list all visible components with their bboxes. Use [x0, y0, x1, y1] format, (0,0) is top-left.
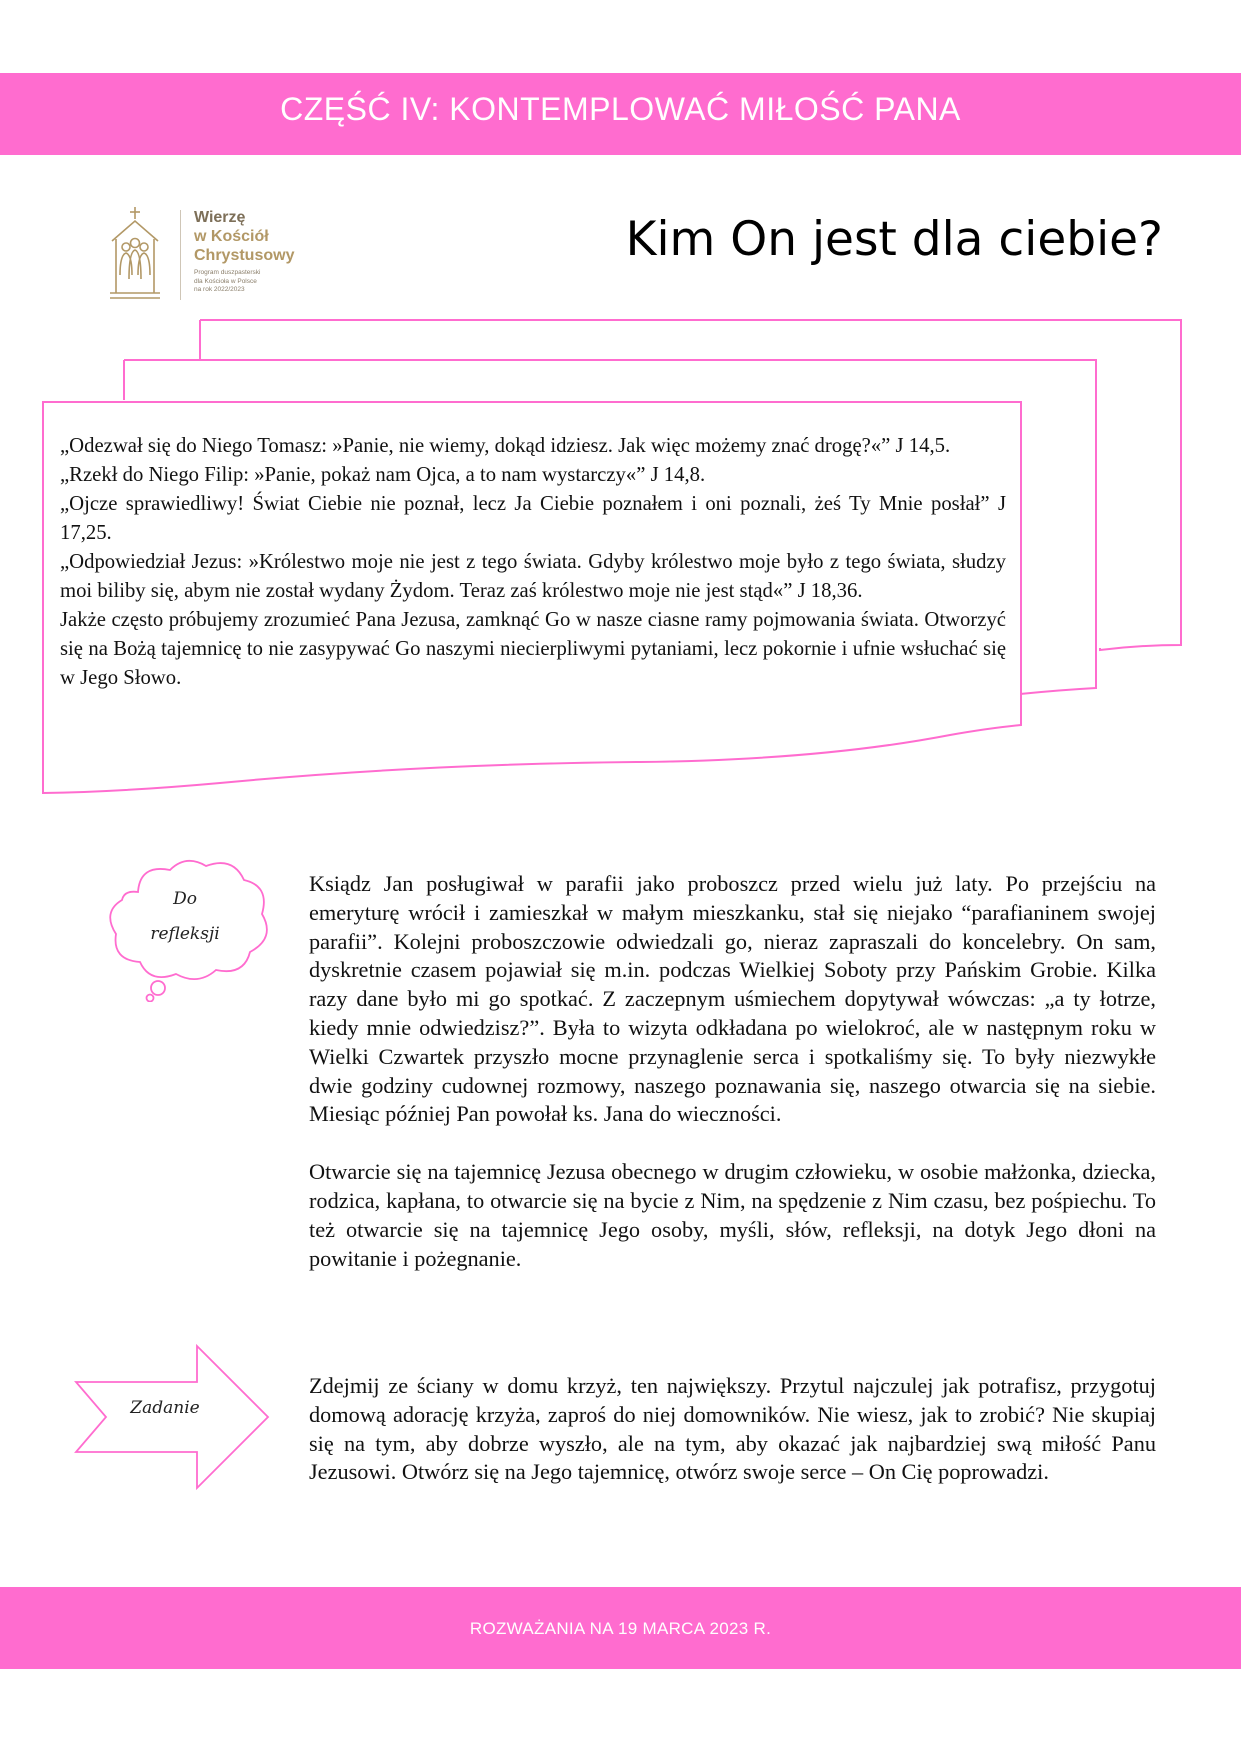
quote-paragraph: „Rzekł do Niego Filip: »Panie, pokaż nam Ojca, a to nam wystarczy«” J 14,8. — [60, 464, 706, 486]
task-label: Zadanie — [130, 1398, 200, 1418]
scripture-quote-block — [60, 432, 1006, 693]
reflection-text — [309, 870, 1156, 1302]
reflection-label-line-1: Do — [173, 889, 197, 909]
reflection-label — [130, 882, 240, 952]
quote-paragraph: „Ojcze sprawiedliwy! Świat Ciebie nie poznał, lecz Ja Ciebie poznałem i oni poznali, żeś Ty Mnie posłał” J 17,25. — [60, 493, 1006, 544]
section-title: CZĘŚĆ IV: KONTEMPLOWAĆ MIŁOŚĆ PANA — [280, 91, 961, 127]
footer-band — [0, 1587, 1241, 1669]
reflection-paragraph: Otwarcie się na tajemnicę Jezusa obecnego w drugim człowieku, w osobie małżonka, dziecka, rodzica, kapłana, to otwarcie się na bycie z Nim, na spędzenie z Nim czasu, bez pośpiechu. To też otwarcie się na tajemnicę Jego osoby, myśli, słów, refleksji, na dotyk Jego dłoni na powitanie i pożegnanie. — [309, 1159, 1156, 1271]
quote-paragraph: „Odezwał się do Niego Tomasz: »Panie, nie wiemy, dokąd idziesz. Jak więc możemy znać drogę?«” J 14,5. — [60, 435, 951, 457]
reflection-paragraph: Ksiądz Jan posługiwał w parafii jako proboszcz przed wielu już laty. Po przejściu na emeryturę wrócił i zamieszkał w małym mieszkanku, stał się niejako “parafianinem swojej parafii”. Kolejni proboszczowie odwiedzali go, nieraz zapraszali do koncelebry. On sam, dyskretnie czasem pojawiał się m.in. podczas Wielkiej Soboty przy Pańskim Grobie. Kilka razy dane było mi go spotkać. Z zaczepnym uśmiechem dopytywał wówczas: „a ty łotrze, kiedy mnie odwiedzisz?”. Była to wizyta odkładana po wielokroć, ale w następnym roku w Wielki Czwartek przyszło mocne przynaglenie serca i spotkaliśmy się. To były niezwykłe dwie godziny cudownej rozmowy, naszego poznawania się, naszego otwarcia się na siebie. Miesiąc później Pan powołał ks. Jana do wieczności. — [309, 871, 1156, 1127]
paper-stack-frames — [0, 0, 1241, 820]
quote-paragraph: Jakże często próbujemy zrozumieć Pana Jezusa, zamknąć Go w nasze ciasne ramy pojmowania świata. Otworzyć się na Bożą tajemnicę to nie zasypywać Go naszymi niecierpliwymi pytaniami, lecz pokornie i ufnie wsłuchać się w Jego Słowo. — [60, 609, 1006, 689]
footer-text: ROZWAŻANIA NA 19 MARCA 2023 R. — [469, 1619, 772, 1638]
logo-small-2: dla Kościoła w Polsce — [194, 277, 257, 285]
logo-small-3: na rok 2022/2023 — [194, 286, 245, 293]
task-text: Zdejmij ze ściany w domu krzyż, ten największy. Przytul najczulej jak potrafisz, przygotuj domową adorację krzyża, zaproś do niej domowników. Nie wiesz, jak to zrobić? Nie skupiaj się na tym, aby dobrze wyszło, ale na tym, aby okazać jak najbardziej swą miłość Panu Jezusowi. Otwórz się na Jego tajemnicę, otwórz swoje serce – On Cię poprowadzi. — [309, 1373, 1156, 1485]
reflection-label-line-2: refleksji — [150, 924, 220, 944]
quote-paragraph: „Odpowiedział Jezus: »Królestwo moje nie jest z tego świata. Gdyby królestwo moje było z tego świata, słudzy moi biliby się, abym nie został wydany Żydom. Teraz zaś królestwo moje nie jest stąd«” J 18,36. — [60, 551, 1006, 602]
logo-small-1: Program duszpasterski — [194, 269, 261, 276]
logo-line-3: Chrystusowy — [194, 247, 295, 264]
logo-line-1: Wierzę — [194, 209, 246, 226]
logo-line-2: w Kościół — [194, 228, 269, 245]
page-title: Kim On jest dla ciebie? — [625, 212, 1163, 267]
